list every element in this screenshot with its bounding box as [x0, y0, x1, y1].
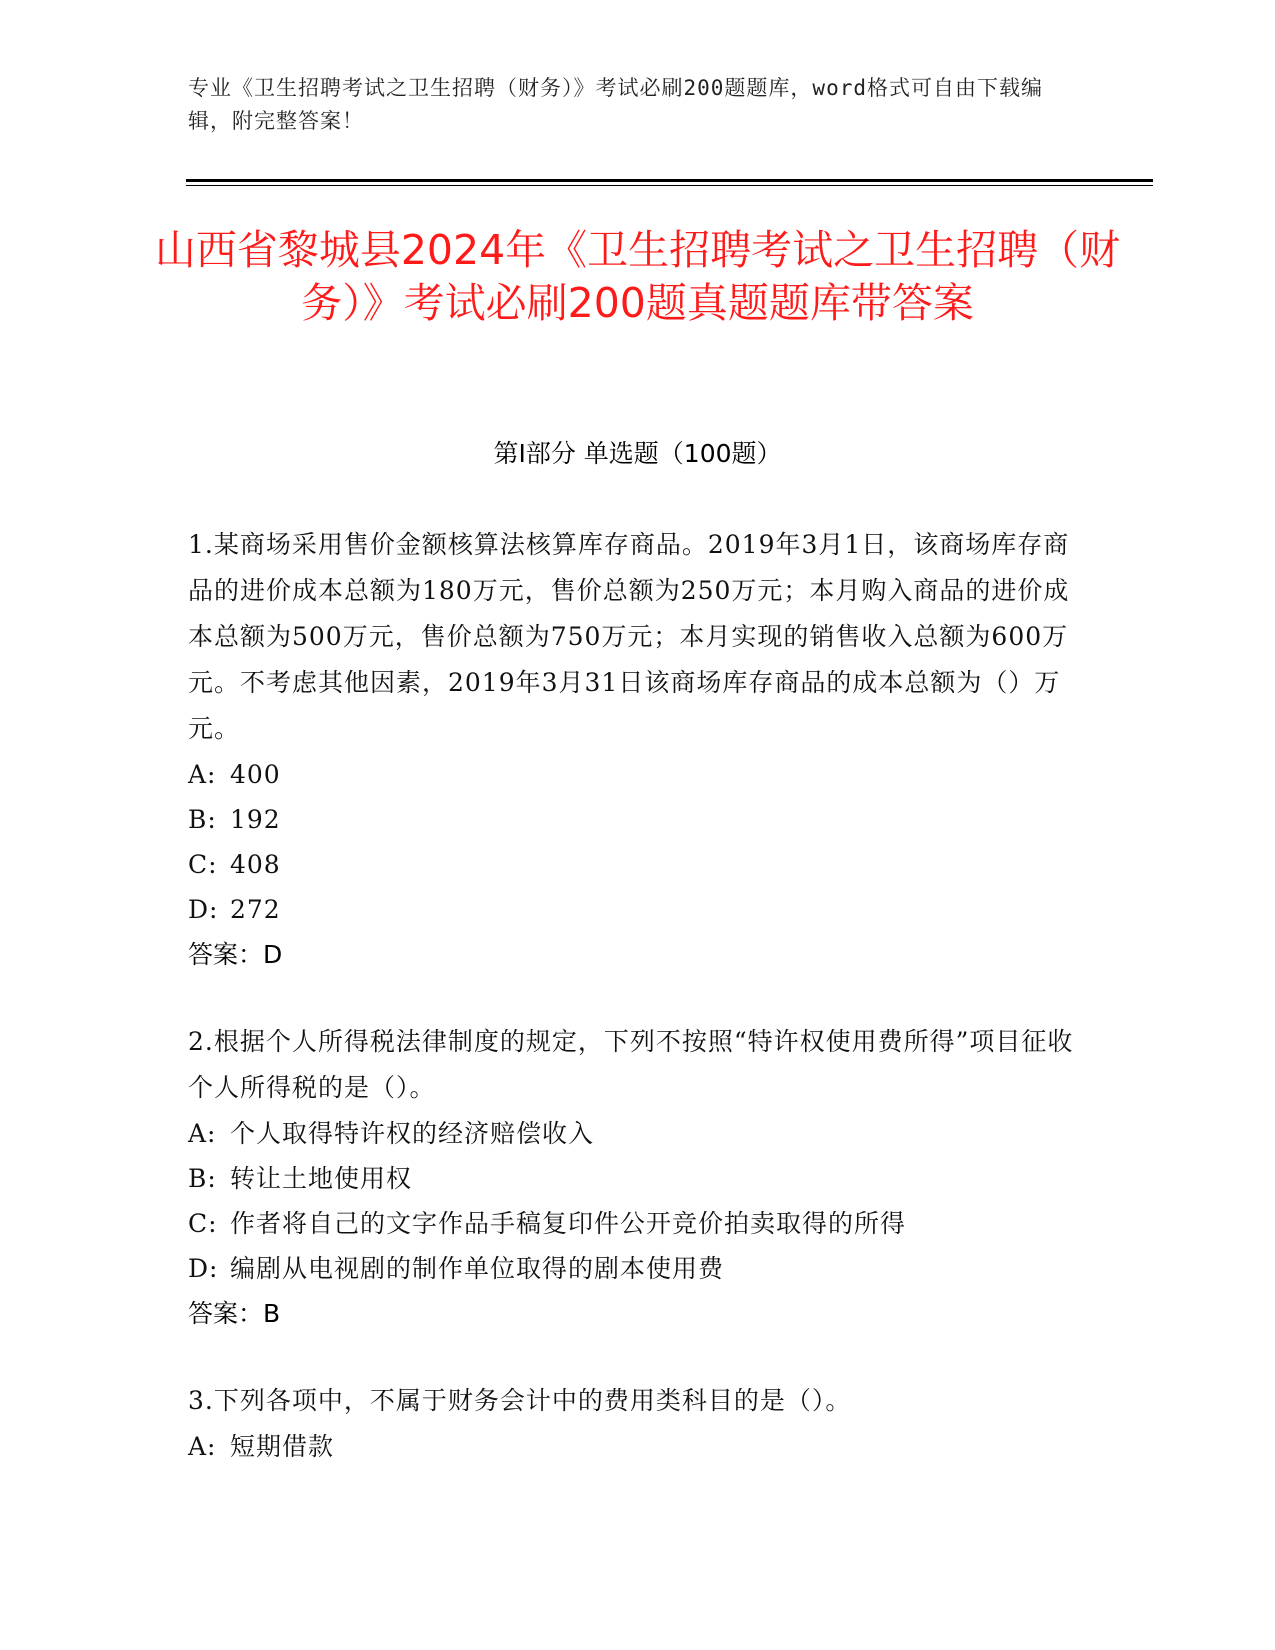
option-key: A: — [188, 1432, 217, 1461]
question-1-option-a — [188, 752, 1088, 797]
question-3 — [188, 1378, 1088, 1469]
option-key: D: — [188, 1254, 219, 1283]
option-key: B: — [188, 805, 217, 834]
option-key: D: — [188, 895, 219, 924]
option-key: A: — [188, 760, 217, 789]
option-text: 编剧从电视剧的制作单位取得的剧本使用费 — [230, 1254, 725, 1283]
question-1-option-b — [188, 797, 1088, 842]
question-2-option-b — [188, 1156, 1088, 1201]
option-text: 192 — [230, 805, 281, 834]
question-2 — [188, 1019, 1088, 1336]
question-3-text: 3.下列各项中，不属于财务会计中的费用类科目的是（）。 — [188, 1386, 852, 1415]
option-text: 272 — [230, 895, 281, 924]
option-key: C: — [188, 850, 218, 879]
option-text: 个人取得特许权的经济赔偿收入 — [230, 1119, 595, 1148]
document-title: 山西省黎城县2024年《卫生招聘考试之卫生招聘（财务）》考试必刷200题真题题库带答案 — [154, 226, 1121, 327]
header-divider-thin — [186, 185, 1153, 186]
option-key: B: — [188, 1164, 217, 1193]
question-1-option-d — [188, 887, 1088, 932]
option-text: 408 — [230, 850, 281, 879]
question-2-answer: 答案：B — [188, 1299, 281, 1328]
question-3-option-a — [188, 1424, 1088, 1469]
question-1 — [188, 522, 1088, 977]
option-text: 作者将自己的文字作品手稿复印件公开竞价拍卖取得的所得 — [230, 1209, 907, 1238]
header-note: 专业《卫生招聘考试之卫生招聘（财务）》考试必刷200题题库，word格式可自由下载编辑，附完整答案！ — [188, 76, 1043, 133]
header-divider-thick — [186, 179, 1153, 182]
question-1-answer: 答案：D — [188, 940, 283, 969]
option-text: 400 — [230, 760, 281, 789]
question-2-text: 2.根据个人所得税法律制度的规定，下列不按照“特许权使用费所得”项目征收个人所得税的是（）。 — [188, 1027, 1074, 1102]
question-2-option-c — [188, 1201, 1088, 1246]
question-2-option-a — [188, 1111, 1088, 1156]
question-1-text: 1.某商场采用售价金额核算法核算库存商品。2019年3月1日，该商场库存商品的进价成本总额为180万元，售价总额为250万元；本月购入商品的进价成本总额为500万元，售价总额为750万元；本月实现的销售收入总额为600万元。不考虑其他因素，2019年3月31日该商场库存商品的成本总额为（）万元。 — [188, 530, 1070, 743]
question-list — [188, 522, 1088, 1511]
option-text: 短期借款 — [230, 1432, 335, 1461]
option-key: C: — [188, 1209, 218, 1238]
question-1-option-c — [188, 842, 1088, 887]
option-key: A: — [188, 1119, 217, 1148]
question-2-option-d — [188, 1246, 1088, 1291]
option-text: 转让土地使用权 — [230, 1164, 413, 1193]
section-title: 第I部分 单选题（100题） — [493, 439, 782, 468]
